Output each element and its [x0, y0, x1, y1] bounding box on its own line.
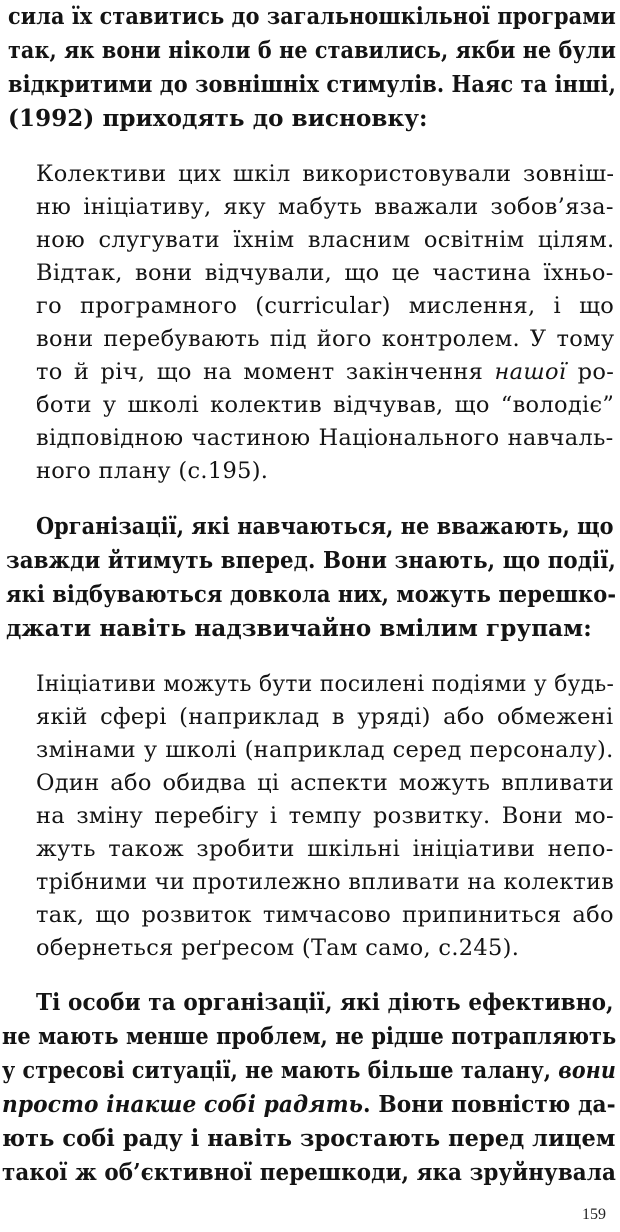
quote-line: Один або обидва ці аспекти можуть впливати	[36, 770, 614, 796]
text-line: (1992) приходять до висновку:	[8, 105, 428, 132]
text-line-with-emphasis	[2, 1088, 616, 1122]
quote-line: Відтак, вони відчували, що це частина їхньо-	[36, 260, 614, 286]
quote-line: якій сфері (наприклад в уряді) або обмежені	[36, 704, 614, 730]
quote-line: змінами у школі (наприклад серед персоналу).	[36, 737, 614, 763]
quote-line: обернеться реґресом (Там само, с.245).	[36, 935, 520, 961]
quote-line: Колективи цих шкіл використовували зовніш-	[36, 161, 615, 187]
body-text: . Вони повністю да-	[363, 1091, 616, 1118]
text-line: не мають менше проблем, не рідше потрапляють	[2, 1023, 617, 1050]
quote-line: вони перебувають під його контролем. У тому	[36, 326, 615, 352]
text-line-with-emphasis	[2, 1054, 616, 1088]
quote-line: ню ініціативу, яку мабуть вважали зобов’яза-	[36, 194, 614, 220]
quote-line: жуть також зробити шкільні ініціативи непо-	[36, 836, 614, 862]
text-line: джати навіть надзвичайно вмілим групам:	[6, 615, 592, 642]
text-line: сила їх ставитись до загальношкільної програми	[8, 3, 616, 30]
quote-text: то й річ, що на момент закінчення	[36, 359, 495, 385]
text-line: ють собі раду і навіть зростають перед лицем	[2, 1125, 616, 1152]
text-line: завжди йтимуть вперед. Вони знають, що події,	[6, 547, 616, 574]
quote-line: го програмного (curricular) мислення, і що	[36, 293, 615, 319]
quote-line: відповідною частиною Національного навчаль-	[36, 425, 614, 451]
text-line: відкритими до зовнішніх стимулів. Наяс та інші,	[8, 71, 616, 98]
quote-line: на зміну перебігу і темпу розвитку. Вони мо-	[36, 803, 614, 829]
text-line: такої ж об’єктивної перешкоди, яка зруйнувала	[2, 1159, 616, 1186]
text-line: які відбуваються довкола них, можуть перешко-	[6, 581, 617, 608]
quote-line: трібними чи протилежно впливати на колектив	[36, 869, 615, 895]
quote-text: ро-	[566, 359, 615, 385]
quote-line: ною слугувати їхнім власним освітнім цілям.	[36, 227, 615, 253]
text-line: Організації, які навчаються, не вважають, що	[36, 513, 614, 540]
quote-line: так, що розвиток тимчасово припиниться або	[36, 902, 614, 928]
body-text: у стресові ситуації, не мають більше талану,	[2, 1057, 559, 1084]
quote-line-with-emphasis	[36, 355, 614, 389]
page-number: 159	[582, 1206, 606, 1223]
text-line: так, як вони ніколи б не ставились, якби не були	[8, 37, 616, 64]
emphasis-text: просто інакше собі радять	[2, 1091, 364, 1118]
quote-line: Ініціативи можуть бути посилені подіями у будь-	[36, 671, 615, 697]
text-line: Ті особи та організації, які діють ефективно,	[36, 989, 614, 1016]
quote-line: боти у школі колектив відчував, що “володіє”	[36, 392, 615, 418]
quote-line: ного плану (с.195).	[36, 458, 269, 484]
emphasis-text: вони	[558, 1057, 616, 1084]
emphasis-text: нашої	[494, 359, 567, 385]
